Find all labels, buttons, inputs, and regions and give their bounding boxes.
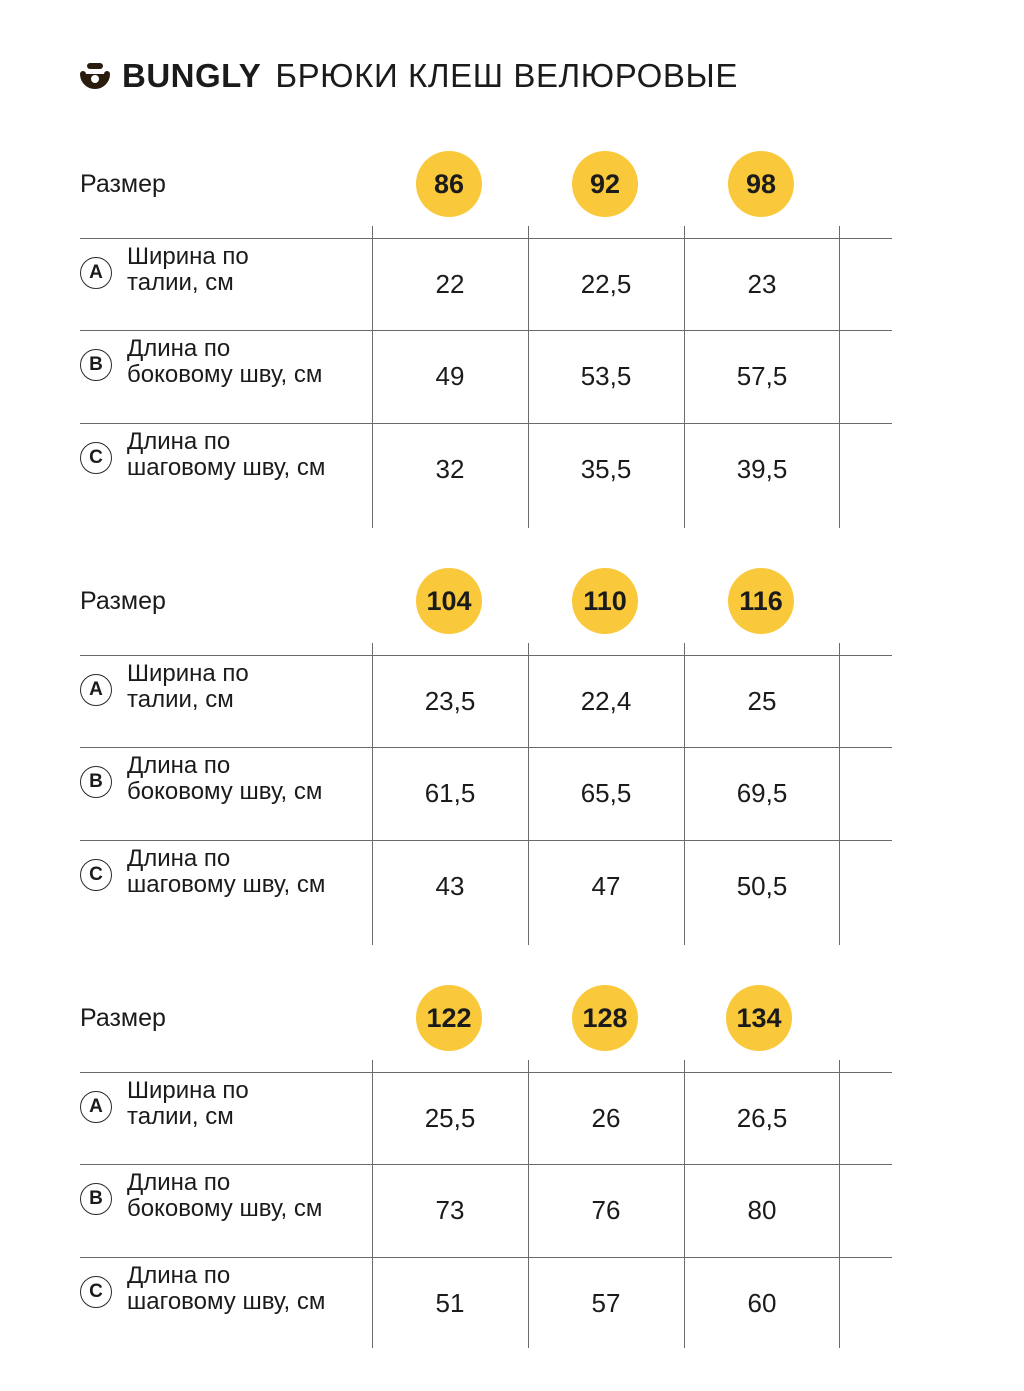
size-badge: 116 [728, 568, 794, 634]
measurement-label: Длина по боковому шву, см [127, 1169, 323, 1222]
measure-letter-badge: C [80, 442, 112, 474]
size-badge: 122 [416, 985, 482, 1051]
value-cell: 57 [591, 1288, 621, 1318]
size-badge: 92 [572, 151, 638, 217]
measure-letter-badge: A [80, 1091, 112, 1123]
measurement-row [80, 239, 892, 331]
value-cell: 47 [591, 871, 621, 901]
value-cell: 32 [435, 454, 465, 484]
measure-letter-badge: A [80, 257, 112, 289]
size-badge: 134 [726, 985, 792, 1051]
measure-letter-badge: B [80, 349, 112, 381]
value-cell: 23,5 [424, 686, 476, 716]
value-cell: 22,5 [580, 269, 632, 299]
measurement-label: Длина по боковому шву, см [127, 752, 323, 805]
value-cell: 22,4 [580, 686, 632, 716]
value-cell: 23 [747, 269, 777, 299]
size-badge: 98 [728, 151, 794, 217]
measurement-label: Ширина по талии, см [127, 243, 249, 296]
measurement-row [80, 1073, 892, 1165]
measurement-row [80, 748, 892, 840]
measure-letter-badge: C [80, 859, 112, 891]
brand-name: BUNGLY [122, 57, 262, 94]
value-cell: 60 [747, 1288, 777, 1318]
value-cell: 53,5 [580, 361, 632, 391]
measure-letter-badge: A [80, 674, 112, 706]
value-cell: 61,5 [424, 778, 476, 808]
value-cell: 76 [591, 1195, 621, 1225]
value-cell: 26 [591, 1103, 621, 1133]
page-title: БРЮКИ КЛЕШ ВЕЛЮРОВЫЕ [275, 57, 738, 94]
measurement-row [80, 841, 892, 933]
measurement-label: Длина по шаговому шву, см [127, 1262, 326, 1315]
measurement-label: Ширина по талии, см [127, 1077, 249, 1130]
smile-logo-icon [80, 61, 110, 91]
value-cell: 26,5 [736, 1103, 788, 1133]
measurement-row [80, 1258, 892, 1350]
size-label: Размер [80, 587, 166, 615]
size-badge: 110 [572, 568, 638, 634]
value-cell: 39,5 [736, 454, 788, 484]
value-cell: 65,5 [580, 778, 632, 808]
measurement-row [80, 424, 892, 516]
size-badge: 86 [416, 151, 482, 217]
value-cell: 51 [435, 1288, 465, 1318]
value-cell: 50,5 [736, 871, 788, 901]
size-table-2 [80, 565, 892, 931]
size-badge: 104 [416, 568, 482, 634]
size-badge: 128 [572, 985, 638, 1051]
measure-letter-badge: C [80, 1276, 112, 1308]
size-table-3 [80, 982, 892, 1348]
value-cell: 25 [747, 686, 777, 716]
measure-letter-badge: B [80, 1183, 112, 1215]
value-cell: 69,5 [736, 778, 788, 808]
value-cell: 80 [747, 1195, 777, 1225]
value-cell: 43 [435, 871, 465, 901]
value-cell: 73 [435, 1195, 465, 1225]
measurement-row [80, 656, 892, 748]
size-table-1 [80, 148, 892, 514]
value-cell: 22 [435, 269, 465, 299]
value-cell: 57,5 [736, 361, 788, 391]
value-cell: 35,5 [580, 454, 632, 484]
measurement-label: Ширина по талии, см [127, 660, 249, 713]
measurement-label: Длина по шаговому шву, см [127, 845, 326, 898]
measurement-row [80, 1165, 892, 1257]
value-cell: 25,5 [424, 1103, 476, 1133]
size-label: Размер [80, 170, 166, 198]
size-label: Размер [80, 1004, 166, 1032]
measure-letter-badge: B [80, 766, 112, 798]
value-cell: 49 [435, 361, 465, 391]
header [80, 56, 738, 96]
measurement-row [80, 331, 892, 423]
measurement-label: Длина по шаговому шву, см [127, 428, 326, 481]
brand-logo [80, 57, 261, 95]
measurement-label: Длина по боковому шву, см [127, 335, 323, 388]
